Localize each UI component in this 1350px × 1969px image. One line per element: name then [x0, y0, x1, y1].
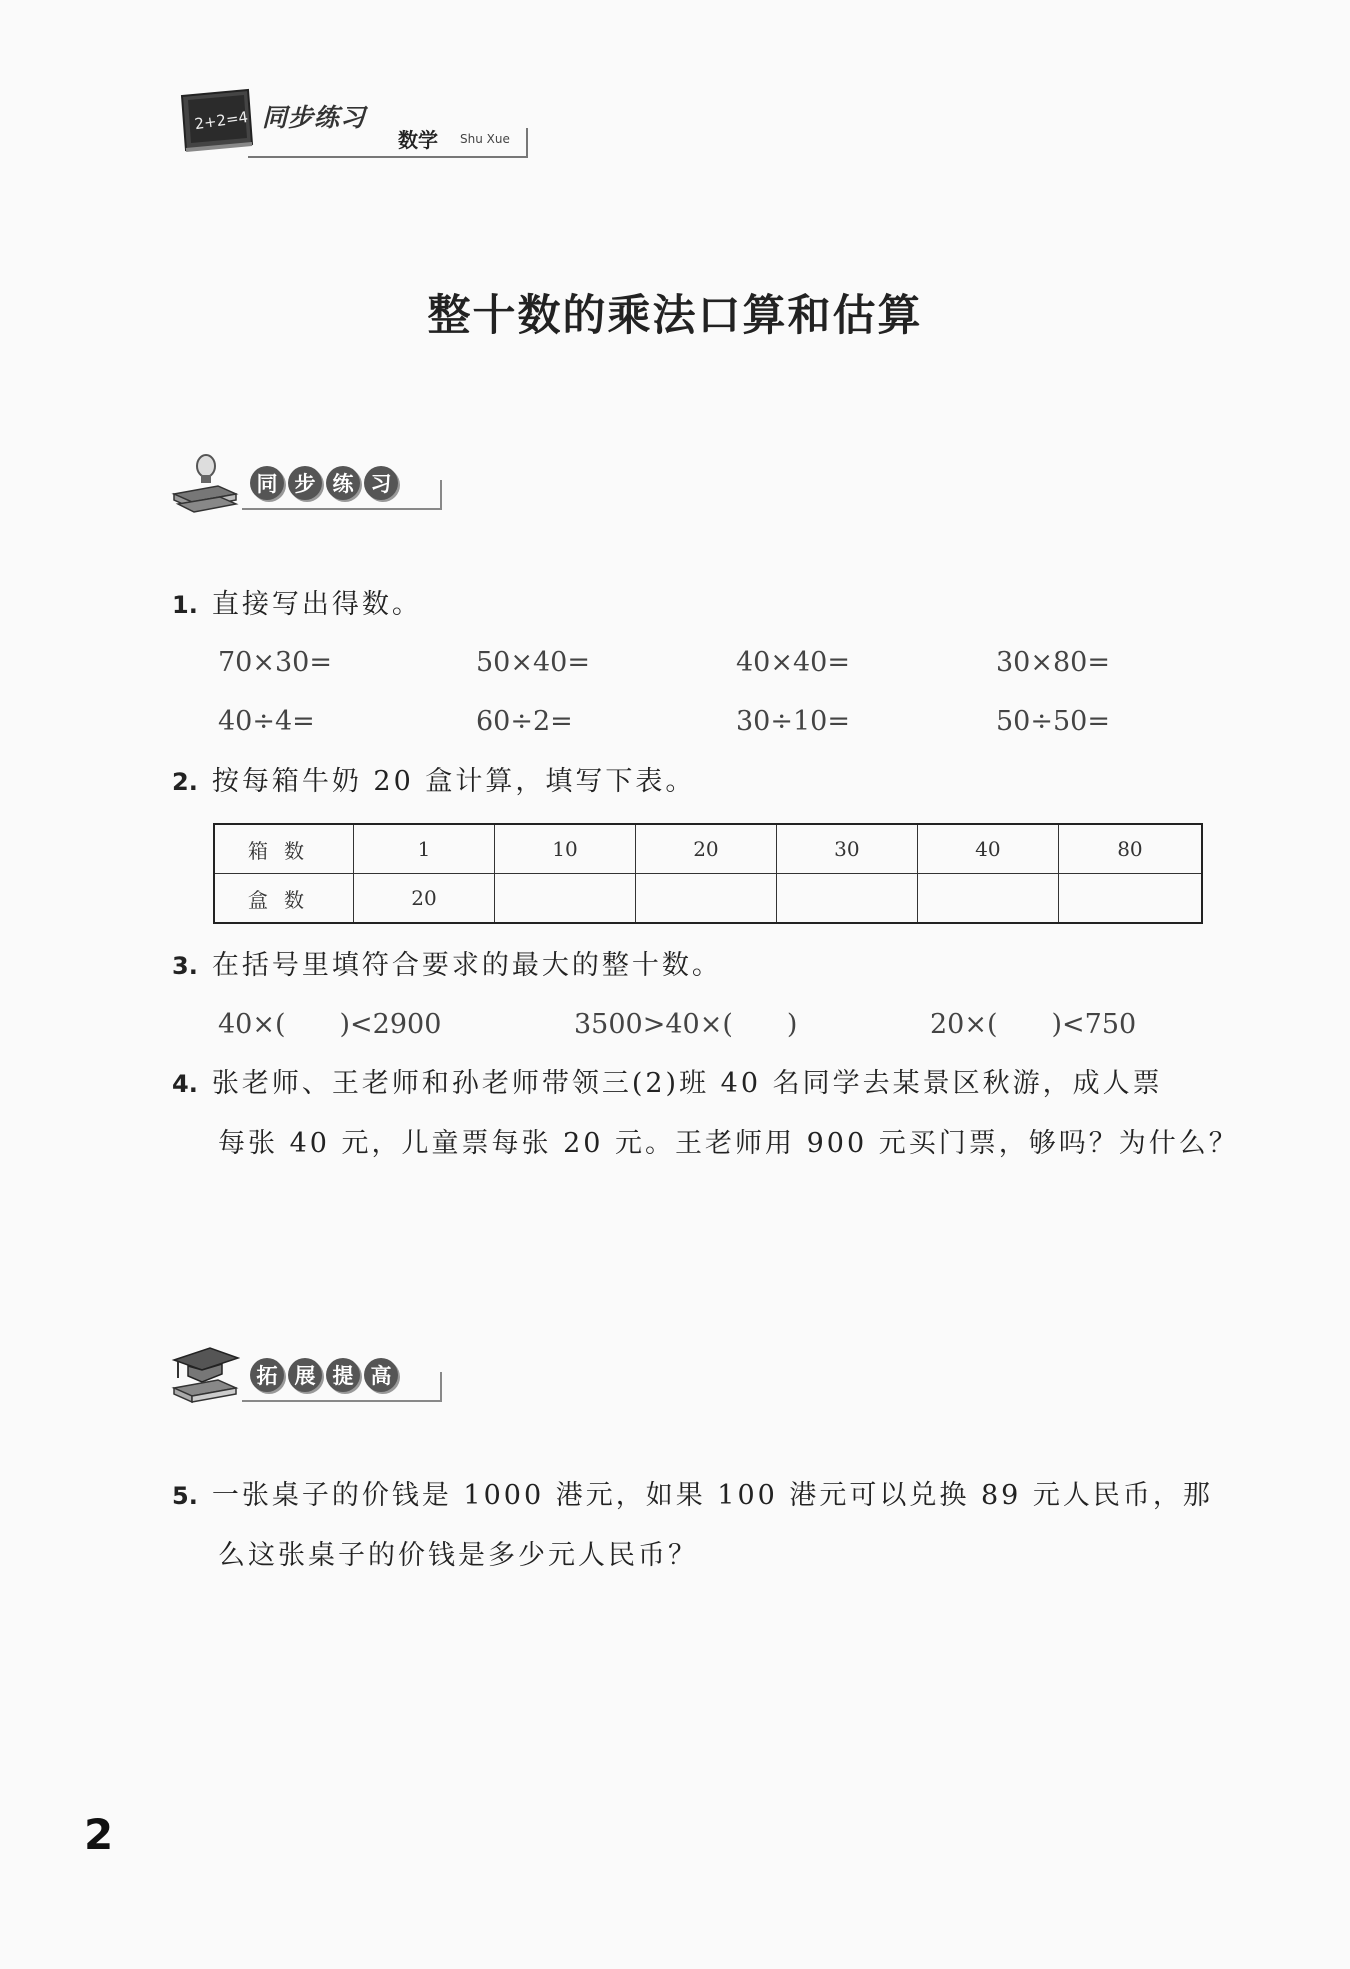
- badge-char: 提: [326, 1358, 360, 1392]
- question-number: 4.: [172, 1070, 198, 1098]
- inequality: 40×( )<2900: [218, 1009, 442, 1040]
- question-text: 张老师、王老师和孙老师带领三(2)班 40 名同学去某景区秋游，成人票: [211, 1068, 1163, 1099]
- section-rule: [242, 508, 442, 510]
- milk-box-table: [213, 823, 1203, 924]
- section-rule: [242, 1400, 442, 1402]
- inequality: 3500>40×( ): [574, 1009, 798, 1040]
- chalkboard-icon: [178, 88, 256, 158]
- table-row-cartons: [214, 874, 1202, 924]
- header-rule: [248, 156, 528, 158]
- question-4-continued: 每张 40 元，儿童票每张 20 元。王老师用 900 元买门票，够吗？为什么？: [218, 1128, 1239, 1159]
- table-cell: 20: [635, 824, 776, 874]
- page-number: 2: [84, 1810, 114, 1859]
- question-1: [172, 575, 422, 635]
- question-number: 5.: [172, 1482, 198, 1510]
- section-rule-end: [440, 480, 442, 508]
- table-row-boxes: [214, 824, 1202, 874]
- question-5-continued: 么这张桌子的价钱是多少元人民币？: [218, 1540, 698, 1571]
- q1-row-division: [218, 706, 1138, 746]
- badge-char: 展: [288, 1358, 322, 1392]
- section-title-extension: [250, 1358, 398, 1392]
- section-banner-extension: [170, 1336, 450, 1416]
- badge-char: 同: [250, 466, 284, 500]
- section-rule-end: [440, 1372, 442, 1400]
- question-text: 直接写出得数。: [211, 589, 422, 620]
- expression: 60÷2=: [476, 706, 573, 737]
- answer-cell[interactable]: [917, 874, 1058, 924]
- badge-char: 步: [288, 466, 322, 500]
- answer-cell[interactable]: [776, 874, 917, 924]
- question-4: [172, 1054, 1163, 1114]
- question-text: 按每箱牛奶 20 盒计算，填写下表。: [211, 766, 696, 797]
- expression: 30÷10=: [736, 706, 850, 737]
- question-text: 一张桌子的价钱是 1000 港元，如果 100 港元可以兑换 89 元人民币，那: [211, 1480, 1213, 1511]
- subject-pinyin: Shu Xue: [460, 132, 510, 146]
- board-text: 2+2=4: [193, 107, 250, 134]
- table-cell: 20: [354, 874, 495, 924]
- row-header: 盒数: [214, 874, 354, 924]
- inequality: 20×( )<750: [930, 1009, 1137, 1040]
- table-cell: 30: [776, 824, 917, 874]
- page-title: 整十数的乘法口算和估算: [427, 291, 923, 341]
- header-rule-end: [526, 128, 528, 156]
- question-number: 1.: [172, 591, 198, 619]
- badge-char: 练: [326, 466, 360, 500]
- section-title-sync: [250, 466, 398, 500]
- brand-name: 同步练习: [262, 103, 367, 132]
- graduation-cap-books-icon: [170, 1336, 240, 1412]
- subject-label: 数学: [398, 128, 438, 152]
- expression: 40×40=: [736, 647, 850, 678]
- answer-cell[interactable]: [1058, 874, 1202, 924]
- answer-cell[interactable]: [494, 874, 635, 924]
- table-cell: 80: [1058, 824, 1202, 874]
- book-header: [170, 88, 530, 168]
- question-text: 在括号里填符合要求的最大的整十数。: [211, 950, 722, 981]
- expression: 50×40=: [476, 647, 590, 678]
- books-lightbulb-icon: [170, 444, 240, 520]
- question-2: [172, 752, 695, 812]
- question-3: [172, 936, 722, 996]
- q1-row-multiplication: [218, 647, 1138, 687]
- table-cell: 40: [917, 824, 1058, 874]
- question-number: 3.: [172, 952, 198, 980]
- expression: 30×80=: [996, 647, 1110, 678]
- badge-char: 拓: [250, 1358, 284, 1392]
- expression: 50÷50=: [996, 706, 1110, 737]
- expression: 40÷4=: [218, 706, 315, 737]
- table-cell: 1: [354, 824, 495, 874]
- answer-cell[interactable]: [635, 874, 776, 924]
- table-cell: 10: [494, 824, 635, 874]
- question-5: [172, 1466, 1213, 1526]
- expression: 70×30=: [218, 647, 332, 678]
- section-banner-sync-practice: [170, 444, 450, 524]
- badge-char: 高: [364, 1358, 398, 1392]
- question-number: 2.: [172, 768, 198, 796]
- badge-char: 习: [364, 466, 398, 500]
- row-header: 箱数: [214, 824, 354, 874]
